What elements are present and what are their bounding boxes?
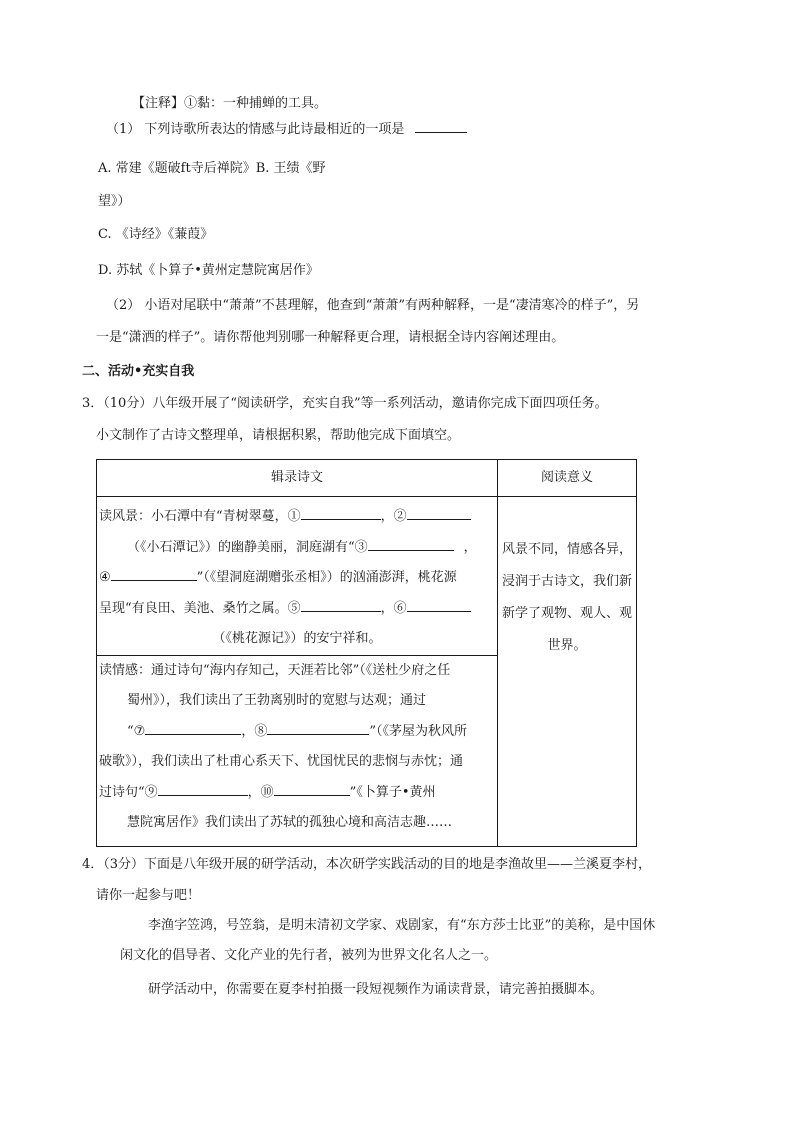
- meaning-line-2: 浸润于古诗文，我们新: [502, 574, 633, 589]
- emotion-line-2: 蜀州》），我们读出了王勃离别时的宽慰与达观；通过: [127, 693, 427, 708]
- table-header-meaning: 阅读意义: [498, 460, 637, 497]
- scenery-text: ，②: [380, 509, 407, 524]
- q2-line2: 一是“潇洒的样子”。请你帮他判别哪一种解释更合理，请根据全诗内容阐述理由。: [96, 330, 565, 345]
- q3-intro: 3．（10分）八年级开展了“阅读研学，充实自我”等一系列活动，邀请你完成下面四项任务。: [82, 396, 608, 411]
- q1-prompt-text: （1） 下列诗歌所表达的情感与此诗最相近的一项是: [106, 122, 405, 137]
- blank-5[interactable]: [301, 599, 381, 612]
- emotion-text: ，⑧: [241, 723, 268, 739]
- blank-7[interactable]: [145, 722, 241, 735]
- q1-option-ab-cont: 望》）: [98, 194, 131, 209]
- q3-subprompt: 小文制作了古诗文整理单，请根据积累，帮助他完成下面填空。: [96, 428, 461, 443]
- scenery-text: ，⑥: [380, 600, 407, 616]
- blank-6[interactable]: [407, 599, 471, 612]
- scenery-line-3: [97, 563, 497, 594]
- q1-option-d: D. 苏轼《卜算子•黄州定慧院寓居作》: [98, 263, 319, 278]
- blank-3[interactable]: [368, 538, 454, 551]
- emotion-line-5: [97, 778, 497, 809]
- q4-paragraph-1-line1: 李渔字笠鸿，号笠翁，是明末清初文学家、戏剧家，有“东方莎士比亚”的美称，是中国休: [148, 918, 656, 933]
- blank-4[interactable]: [111, 568, 197, 581]
- q4-line2: 请你一起参与吧！: [96, 888, 201, 903]
- scenery-text: ”（《望洞庭湖赠张丞相》）的汹涌澎湃，桃花源: [196, 570, 457, 585]
- scenery-text: ④: [99, 570, 111, 585]
- q4-paragraph-1-line2: 闲文化的倡导者、文化产业的先行者，被列为世界文化名人之一。: [120, 948, 498, 963]
- meaning-line-4: 世界。: [547, 638, 587, 653]
- q1-prompt: [106, 120, 467, 138]
- q1-answer-blank[interactable]: [415, 120, 467, 133]
- blank-8[interactable]: [267, 722, 369, 735]
- scenery-line-2: [97, 533, 497, 564]
- q2-line1: （2） 小语对尾联中“萧萧”不甚理解，他查到“萧萧”有两种解释，一是“凄清寒冷的样子”，另: [106, 298, 640, 313]
- q4-paragraph-2: 研学活动中，你需要在夏李村拍摄一段短视频作为诵读背景，请完善拍摄脚本。: [148, 982, 604, 997]
- meaning-line-1: 风景不同，情感各异，: [502, 542, 633, 557]
- emotion-line-3: [97, 717, 497, 748]
- blank-10[interactable]: [274, 783, 350, 796]
- scenery-line-1: [97, 502, 497, 533]
- emotion-text: ”（《茅屋为秋风所: [369, 723, 467, 739]
- q4-line1: 4．（3分）下面是八年级开展的研学活动，本次研学实践活动的目的地是李渔故里——兰溪夏李村，: [82, 857, 652, 872]
- emotion-text: ，⑩: [247, 784, 274, 800]
- scenery-text: ，: [463, 539, 477, 555]
- emotion-text: ”《卜算子•黄州: [349, 784, 436, 800]
- blank-1[interactable]: [301, 507, 381, 520]
- scenery-line-4: [97, 594, 497, 625]
- poetry-table: [96, 459, 637, 847]
- blank-9[interactable]: [158, 783, 248, 796]
- section-heading: 二、活动•充实自我: [82, 364, 195, 379]
- emotion-line-4: 破歌》），我们读出了杜甫心系天下、忧国忧民的悲悯与赤忱；通: [99, 754, 464, 769]
- meaning-line-3: 新学了观物、观人、观: [502, 606, 633, 621]
- emotion-line-1: 读情感：通过诗句“海内存知己，天涯若比邻”（《送杜少府之任: [99, 662, 451, 678]
- q1-option-c: C. 《诗经》《蒹葭》: [98, 227, 214, 242]
- annotation-note: 【注释】①黏：一种捕蝉的工具。: [132, 96, 328, 111]
- emotion-cell: [97, 655, 498, 846]
- scenery-text: 呈现“有良田、美池、桑竹之属。⑤: [99, 600, 301, 616]
- blank-2[interactable]: [407, 507, 471, 520]
- emotion-line-6: 慧院寓居作》我们读出了苏轼的孤独心境和高洁志趣……: [127, 815, 453, 830]
- meaning-cell: [498, 497, 637, 847]
- emotion-text: “⑦: [127, 723, 146, 739]
- scenery-text: 读风景：小石潭中有“青树翠蔓，①: [99, 509, 301, 524]
- scenery-text: （《小石潭记》）的幽静美丽，洞庭湖有“③: [127, 539, 368, 555]
- q1-option-ab: A. 常建《题破ft寺后禅院》B. 王绩《野: [98, 161, 326, 176]
- table-header-excerpts: 辑录诗文: [97, 460, 498, 497]
- scenery-cell: [97, 497, 498, 656]
- scenery-line-5: （《桃花源记》）的安宁祥和。: [212, 631, 382, 646]
- emotion-text: 过诗句“⑨: [99, 784, 158, 800]
